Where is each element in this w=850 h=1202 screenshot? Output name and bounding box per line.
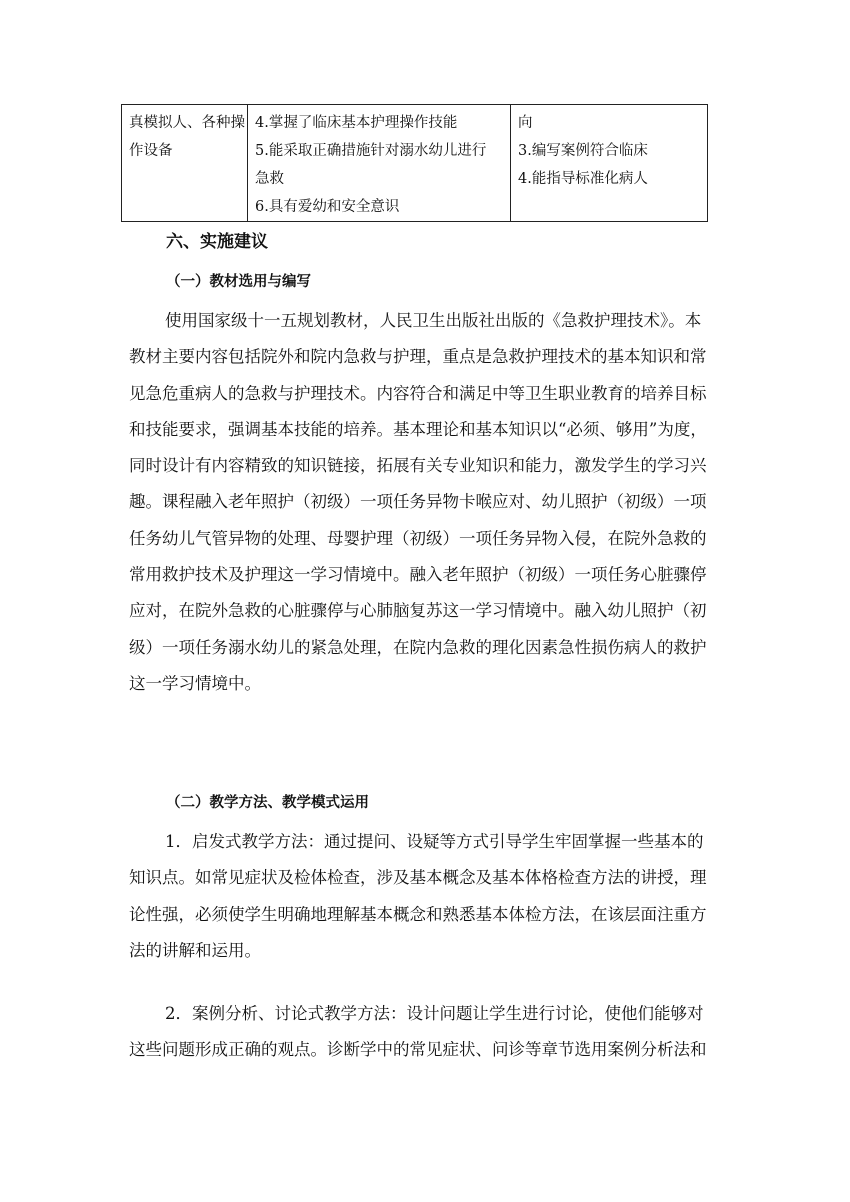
- paragraph-line: 这一学习情境中。: [129, 673, 261, 693]
- cell-line: 向: [518, 115, 533, 131]
- paragraph-line: 论性强，必须使学生明确地理解基本概念和熟悉基本体检方法，在该层面注重方: [129, 904, 707, 924]
- paragraph-line: 这些问题形成正确的观点。诊断学中的常见症状、问诊等章节选用案例分析法和: [129, 1040, 707, 1060]
- paragraph-line: 教材主要内容包括院外和院内急救与护理，重点是急救护理技术的基本知识和常: [129, 347, 707, 367]
- paragraph-line: 1．启发式教学方法：通过提问、设疑等方式引导学生牢固掌握一些基本的: [165, 832, 704, 851]
- cell-line: 4.能指导标准化病人: [518, 171, 648, 187]
- cell-line: 4.掌握了临床基本护理操作技能: [255, 115, 458, 131]
- paragraph-line: 趣。课程融入老年照护（初级）一项任务异物卡喉应对、幼儿照护（初级）一项: [129, 492, 707, 512]
- paragraph-line: 应对，在院外急救的心脏骤停与心肺脑复苏这一学习情境中。融入幼儿照护（初: [129, 601, 707, 621]
- paragraph-textbook: [129, 303, 729, 702]
- paragraph-line: 使用国家级十一五规划教材，人民卫生出版社出版的《急救护理技术》。本: [165, 311, 702, 330]
- paragraph-heuristic-method: [129, 824, 729, 969]
- paragraph-line: 任务幼儿气管异物的处理、母婴护理（初级）一项任务异物入侵，在院外急救的: [129, 528, 707, 548]
- paragraph-line: 法的讲解和运用。: [129, 940, 261, 960]
- paragraph-line: 见急危重病人的急救与护理技术。内容符合和满足中等卫生职业教育的培养目标: [129, 383, 707, 403]
- subsection-title-methods: （二）教学方法、教学模式运用: [166, 794, 369, 811]
- cell-line: 真模拟人、各种操: [129, 115, 245, 131]
- subsection-title-textbook: （一）教材选用与编写: [166, 273, 311, 290]
- paragraph-line: 同时设计有内容精致的知识链接，拓展有关专业知识和能力，激发学生的学习兴: [129, 456, 707, 476]
- cell-line: 6.具有爱幼和安全意识: [255, 199, 400, 215]
- cell-line: 急救: [255, 171, 284, 187]
- paragraph-line: 常用救护技术及护理这一学习情境中。融入老年照护（初级）一项任务心脏骤停: [129, 565, 707, 585]
- cell-line: 作设备: [129, 143, 173, 159]
- paragraph-line: 和技能要求，强调基本技能的培养。基本理论和基本知识以“必须、够用”为度，: [129, 419, 707, 439]
- paragraph-line: 2．案例分析、讨论式教学方法：设计问题让学生进行讨论，使他们能够对: [165, 1004, 704, 1023]
- table-row: [122, 105, 708, 222]
- paragraph-case-analysis-method: [129, 996, 729, 1069]
- table-cell-methods: [122, 105, 248, 222]
- section-title: 六、实施建议: [166, 232, 268, 252]
- cell-line: 3.编写案例符合临床: [518, 143, 648, 159]
- table-cell-objectives: [248, 105, 511, 222]
- content-table: [121, 104, 708, 222]
- table-cell-evaluation: [511, 105, 708, 222]
- paragraph-line: 级）一项任务溺水幼儿的紧急处理，在院内急救的理化因素急性损伤病人的救护: [129, 637, 707, 657]
- cell-line: 5.能采取正确措施针对溺水幼儿进行: [255, 143, 487, 159]
- paragraph-line: 知识点。如常见症状及检体检查，涉及基本概念及基本体格检查方法的讲授，理: [129, 868, 707, 888]
